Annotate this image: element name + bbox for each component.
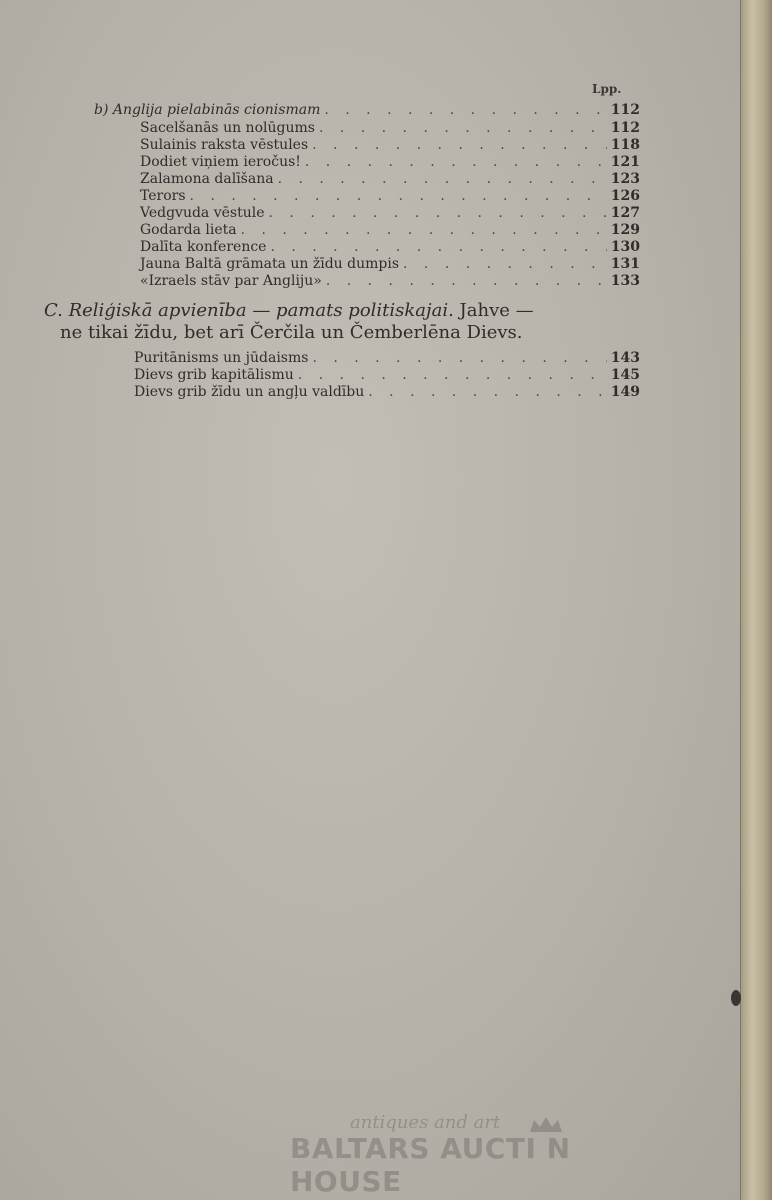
toc-page-number: 121 — [610, 154, 640, 170]
toc-page-number: 126 — [610, 188, 640, 204]
watermark-brand: BALTARS AUCTI N HOUSE — [290, 1132, 571, 1198]
leader-dots — [368, 383, 607, 401]
auction-watermark — [290, 1112, 690, 1198]
toc-title: Sacelšanās un nolūgums — [140, 120, 315, 136]
toc-title: Dodiet viņiem ieročus! — [140, 154, 301, 170]
toc-title: Jauna Baltā grāmata un žīdu dumpis — [140, 256, 400, 272]
toc-title: «Izraels stāv par Angliju» — [140, 273, 322, 289]
leader-dots — [269, 204, 607, 222]
leader-dots — [312, 136, 607, 154]
toc-entry — [140, 221, 640, 239]
leader-dots — [324, 101, 606, 119]
leader-dots — [319, 119, 607, 137]
toc-page-number: 131 — [610, 256, 640, 272]
leader-dots — [312, 349, 606, 367]
toc-title: Godarda lieta — [140, 222, 237, 238]
book-spine — [740, 0, 772, 1200]
toc-title: Dievs grib kapitālismu — [134, 367, 294, 383]
leader-dots — [305, 153, 607, 171]
toc-entry — [140, 170, 640, 188]
toc-entry — [134, 349, 640, 367]
toc-entry — [140, 204, 640, 222]
toc-title: Dalīta konference — [140, 239, 267, 255]
toc-entry — [140, 119, 640, 137]
spine-damage — [731, 990, 741, 1006]
toc-title: b) Anglija pielabinās cionismam — [94, 102, 321, 118]
page-column-header: Lpp. — [592, 82, 622, 96]
toc-title: Dievs grib žīdu un angļu valdību — [134, 384, 365, 400]
toc-page-number: 127 — [610, 205, 640, 221]
leader-dots — [298, 366, 607, 384]
section-c-line2: ne tikai žīdu, bet arī Čerčila un Čemberlēna Dievs. — [60, 322, 523, 343]
toc-page-number: 129 — [610, 222, 640, 238]
leader-dots — [270, 238, 606, 256]
toc-page-number: 130 — [610, 239, 640, 255]
toc-entry — [134, 383, 640, 401]
toc-title: Puritānisms un jūdaisms — [134, 350, 309, 366]
toc-page-number: 123 — [610, 171, 640, 187]
watermark-tagline: antiques and art — [350, 1112, 501, 1133]
toc-page-number: 133 — [610, 273, 640, 289]
toc-page-number: 149 — [610, 384, 640, 400]
leader-dots — [403, 255, 607, 273]
toc-page-number: 145 — [610, 367, 640, 383]
toc-entry — [140, 187, 640, 205]
toc-entry — [140, 153, 640, 171]
leader-dots — [326, 272, 607, 290]
section-c-line1-rest: Jahve — — [453, 300, 534, 321]
toc-entry — [140, 136, 640, 154]
leader-dots — [278, 170, 607, 188]
toc-entry — [140, 272, 640, 290]
toc-section-c-heading — [44, 300, 584, 344]
toc-title: Vedgvuda vēstule — [140, 205, 265, 221]
toc-title: Zalamona dalīšana — [140, 171, 274, 187]
leader-dots — [190, 187, 607, 205]
toc-entry — [140, 238, 640, 256]
toc-title: Terors — [140, 188, 186, 204]
toc-entry — [134, 366, 640, 384]
toc-page-number: 118 — [610, 137, 640, 153]
toc-entry — [140, 255, 640, 273]
toc-page-number: 143 — [610, 350, 640, 366]
toc-title: Sulainis raksta vēstules — [140, 137, 309, 153]
leader-dots — [241, 221, 607, 239]
section-c-italic: C. Reliģiskā apvienība — pamats politiskajai. — [44, 300, 454, 321]
toc-page-number: 112 — [610, 102, 640, 118]
toc-section-b-heading — [94, 101, 640, 119]
toc-page-number: 112 — [610, 120, 640, 136]
